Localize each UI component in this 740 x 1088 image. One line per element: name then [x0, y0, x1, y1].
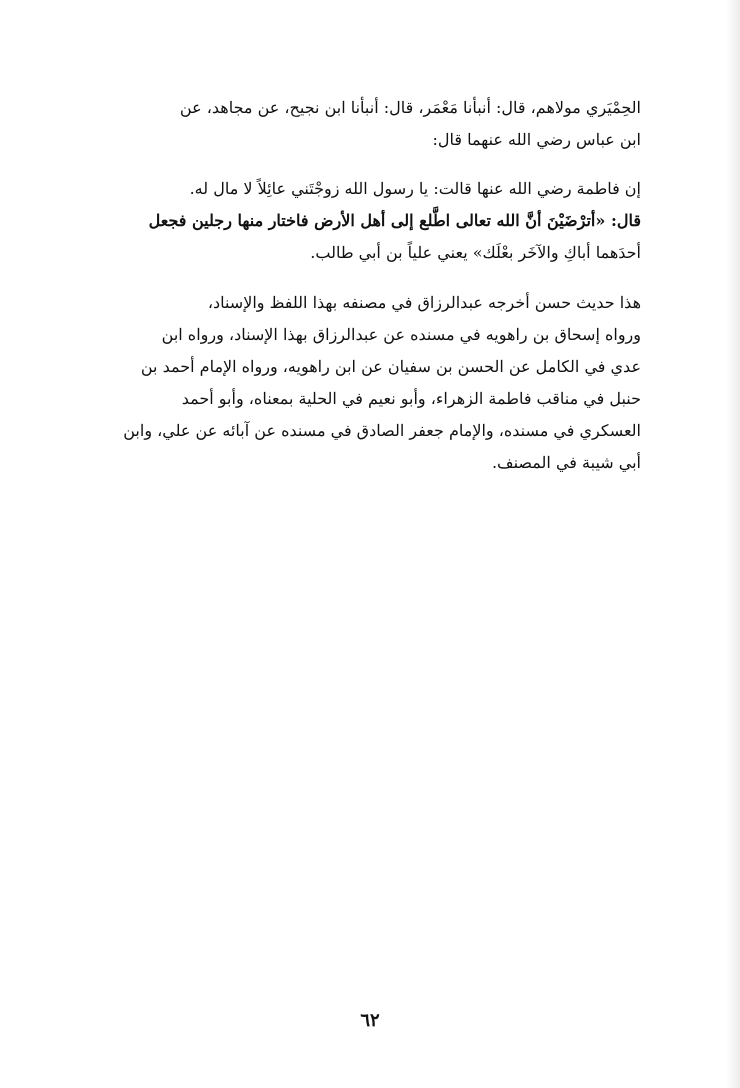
text-line: ابن عباس رضي الله عنهما قال:	[432, 130, 641, 149]
text-line: ورواه إسحاق بن راهويه في مسنده عن عبدالرزاق بهذا الإسناد، ورواه ابن	[161, 325, 641, 344]
page-number: ٦٢	[360, 1010, 380, 1031]
page-edge-shadow	[726, 0, 740, 1088]
text-line: حنبل في مناقب فاطمة الزهراء، وأبو نعيم في الحلية بمعناه، وأبو أحمد	[181, 389, 641, 408]
text-line: إن فاطمة رضي الله عنها قالت: يا رسول الله زوجْتَني عائِلاً لا مال له.	[189, 179, 641, 198]
text-line: أبي شيبة في المصنف.	[491, 453, 641, 472]
text-line: عدي في الكامل عن الحسن بن سفيان عن ابن راهويه، ورواه الإمام أحمد بن	[140, 357, 641, 376]
hadith-paragraph	[93, 173, 641, 269]
commentary-paragraph	[93, 287, 641, 479]
text-line: العسكري في مسنده، والإمام جعفر الصادق في مسنده عن آبائه عن علي، وابن	[123, 421, 641, 440]
isnad-paragraph	[93, 92, 641, 156]
text-line: هذا حديث حسن أخرجه عبدالرزاق في مصنفه بهذا اللفظ والإسناد،	[207, 293, 641, 312]
text-line: قال: «أترْضَيْنَ أنَّ الله تعالى اطَّلع إلى أهل الأرض فاختار منها رجلين فجعل	[148, 211, 641, 230]
text-line: الحِمْيَري مولاهم، قال: أنبأنا مَعْمَر، قال: أنبأنا ابن نجيح، عن مجاهد، عن	[179, 98, 641, 117]
text-line: أحدَهما أباكِ والآخَر بعْلَك» يعني علياً بن أبي طالب.	[310, 243, 641, 262]
